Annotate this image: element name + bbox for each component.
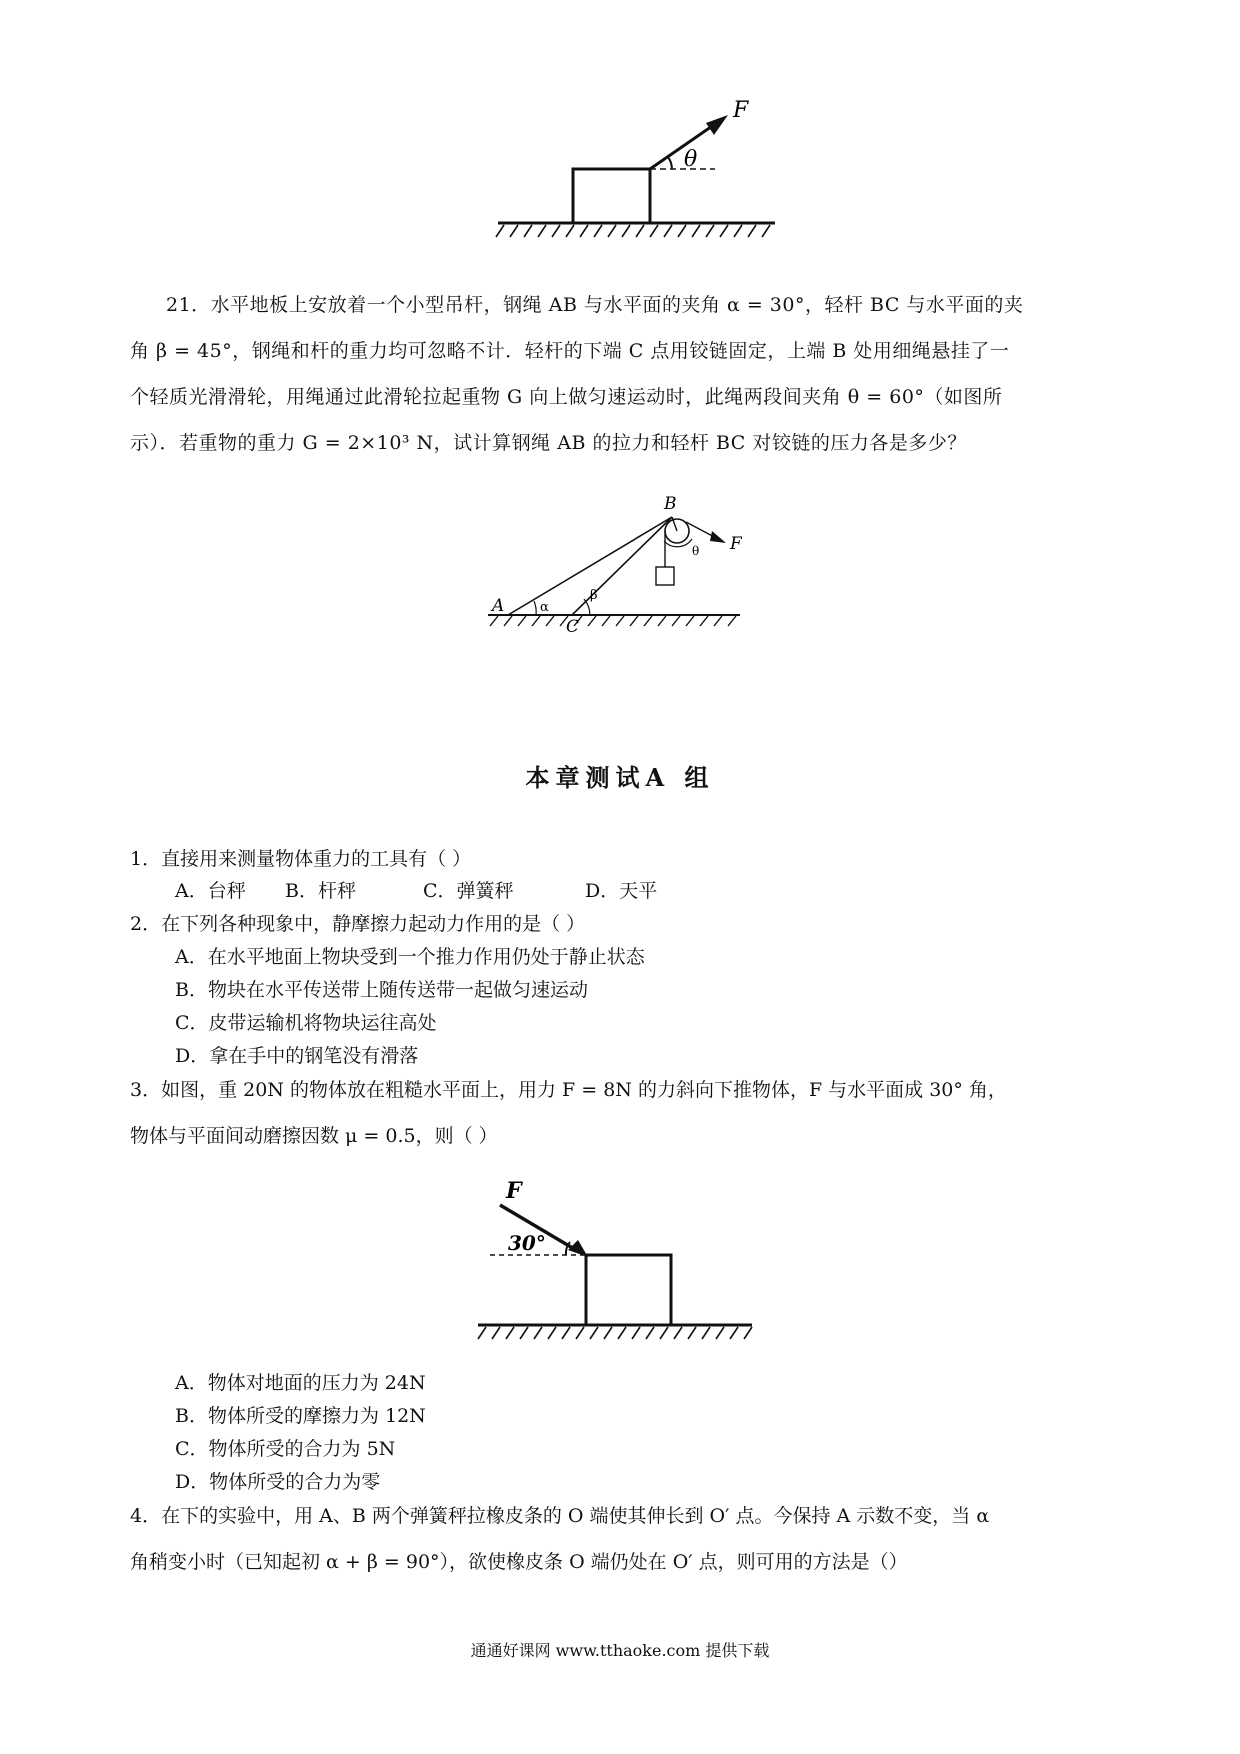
q2-option-c: C．皮带运输机将物块运往高处 <box>175 1012 437 1034</box>
point-a-label: A <box>492 596 505 616</box>
q3-line-2: 物体与平面间动磨擦因数 μ = 0.5，则（ ） <box>130 1125 498 1147</box>
page-footer: 通通好课网 www.tthaoke.com 提供下载 <box>470 1641 770 1660</box>
q4-line-2: 角稍变小时（已知起初 α + β = 90°），欲使橡皮条 O 端仍处在 O′ 点，则可用的方法是（） <box>130 1551 908 1573</box>
force-f-label: F <box>506 1180 522 1204</box>
q1-option-c: C．弹簧秤 <box>423 880 514 902</box>
force-f-label: F <box>730 534 742 554</box>
q21-line-4: 示）．若重物的重力 G = 2×10³ N，试计算钢绳 AB 的拉力和轻杆 BC 对铰链的压力各是多少？ <box>130 432 967 454</box>
q3-option-a: A．物体对地面的压力为 24N <box>175 1372 426 1394</box>
q21-line-3: 个轻质光滑滑轮，用绳通过此滑轮拉起重物 G 向上做匀速运动时，此绳两段间夹角 θ = 60°（如图所 <box>130 386 1003 408</box>
q2-stem: 2．在下列各种现象中，静摩擦力起动力作用的是（ ） <box>130 913 586 935</box>
q3-line-1: 3．如图，重 20N 的物体放在粗糙水平面上，用力 F = 8N 的力斜向下推物体，F 与水平面成 30° 角， <box>130 1079 1007 1101</box>
angle-theta-label: θ <box>684 147 698 172</box>
angle-alpha-label: α <box>540 600 549 615</box>
q1-option-a: A．台秤 <box>175 880 246 902</box>
angle-beta-label: β <box>590 588 598 603</box>
section-title: 本章测试A 组 <box>525 763 715 792</box>
q3-option-b: B．物体所受的摩擦力为 12N <box>175 1405 426 1427</box>
q4-line-1: 4．在下的实验中，用 A、B 两个弹簧秤拉橡皮条的 O 端使其伸长到 O′ 点。今保持 A 示数不变，当 α <box>130 1505 990 1527</box>
q1-stem: 1．直接用来测量物体重力的工具有（ ） <box>130 848 472 870</box>
q3-option-c: C．物体所受的合力为 5N <box>175 1438 396 1460</box>
point-c-label: C <box>566 617 580 635</box>
q2-option-d: D．拿在手中的钢笔没有滑落 <box>175 1045 419 1067</box>
force-f-label: F <box>733 98 749 123</box>
q2-option-b: B．物块在水平传送带上随传送带一起做匀速运动 <box>175 979 588 1001</box>
figure-block-pulled <box>490 95 790 245</box>
point-b-label: B <box>664 495 677 514</box>
figure-block-pushed <box>470 1180 760 1345</box>
angle-30-label: 30° <box>508 1231 546 1255</box>
figure-crane-pulley <box>478 495 748 635</box>
angle-theta-label: θ <box>692 544 700 558</box>
q2-option-a: A．在水平地面上物块受到一个推力作用仍处于静止状态 <box>175 946 645 968</box>
q1-option-b: B．杆秤 <box>285 880 356 902</box>
q21-line-1: 21．水平地板上安放着一个小型吊杆，钢绳 AB 与水平面的夹角 α = 30°，轻杆 BC 与水平面的夹 <box>166 294 1024 316</box>
q1-option-d: D．天平 <box>585 880 658 902</box>
question-21 <box>130 282 1110 466</box>
q21-line-2: 角 β = 45°，钢绳和杆的重力均可忽略不计．轻杆的下端 C 点用铰链固定，上端 B 处用细绳悬挂了一 <box>130 340 1010 362</box>
q3-option-d: D．物体所受的合力为零 <box>175 1471 381 1493</box>
